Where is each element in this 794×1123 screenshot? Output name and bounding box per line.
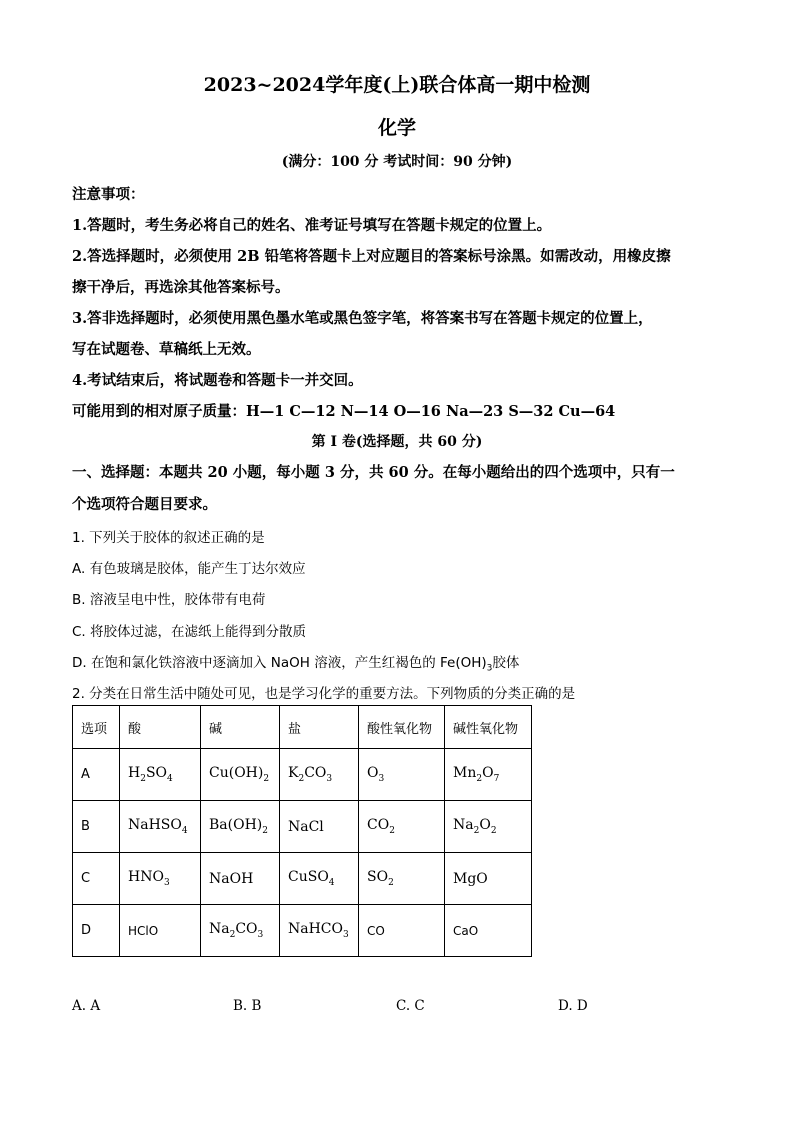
cell-acid: NaHSO$_4$ — [120, 801, 201, 853]
cell-basic-oxide: MgO — [445, 853, 532, 905]
cell-acidic-oxide: $SO_2$ — [359, 853, 445, 905]
q1-stem: 1. 下列关于胶体的叙述正确的是 — [72, 530, 265, 546]
classification-table — [72, 705, 532, 957]
cell-basic-oxide: $Na_2O_2$ — [445, 801, 532, 853]
q2-stem: 2. 分类在日常生活中随处可见，也是学习化学的重要方法。下列物质的分类正确的是 — [72, 686, 576, 702]
cell-basic-oxide: CaO — [445, 905, 532, 957]
header-acid: 酸 — [120, 706, 201, 749]
q2-answer-c: C. C — [396, 998, 425, 1014]
part1-instruction-2: 个选项符合题目要求。 — [72, 496, 217, 513]
table-row — [73, 749, 532, 801]
note-line-3-cont: 写在试题卷、草稿纸上无效。 — [72, 341, 261, 358]
note-line-2: 2.答选择题时，必须使用 2B 铅笔将答题卡上对应题目的答案标号涂黑。如需改动，用橡皮擦 — [72, 248, 671, 265]
cell-acid: $H_2SO_4$ — [120, 749, 201, 801]
cell-base: $Cu(OH)_2$ — [201, 749, 280, 801]
cell-basic-oxide: $Mn_2O_7$ — [445, 749, 532, 801]
q2-answer-b: B. B — [233, 998, 262, 1014]
cell-base: NaOH — [201, 853, 280, 905]
cell-acid: HClO — [120, 905, 201, 957]
cell-option: A — [73, 749, 120, 801]
q1-option-d — [72, 651, 519, 674]
cell-option: D — [73, 905, 120, 957]
q1-option-c: C. 将胶体过滤，在滤纸上能得到分散质 — [72, 624, 307, 640]
header-option: 选项 — [73, 706, 120, 749]
note-line-4: 4.考试结束后，将试题卷和答题卡一并交回。 — [72, 372, 363, 389]
header-base: 碱 — [201, 706, 280, 749]
header-salt: 盐 — [280, 706, 359, 749]
note-line-1: 1.答题时，考生务必将自己的姓名、准考证号填写在答题卡规定的位置上。 — [72, 217, 552, 234]
subject-title: 化学 — [377, 117, 416, 139]
cell-salt: $K_2CO_3$ — [280, 749, 359, 801]
cell-option: C — [73, 853, 120, 905]
cell-salt: NaHCO$_3$ — [280, 905, 359, 957]
part1-heading: 第 I 卷(选择题，共 60 分) — [311, 434, 483, 450]
q1-option-d-suffix: 胶体 — [492, 655, 520, 671]
table-row — [73, 801, 532, 853]
table-row — [73, 905, 532, 957]
cell-acid: $HNO_3$ — [120, 853, 201, 905]
q1-option-d-text: D. 在饱和氯化铁溶液中逐滴加入 NaOH 溶液，产生红褐色的 Fe(OH) — [72, 655, 487, 671]
q1-option-a: A. 有色玻璃是胶体，能产生丁达尔效应 — [72, 561, 306, 577]
header-basic-oxide: 碱性氧化物 — [445, 706, 532, 749]
cell-base: $Ba(OH)_2$ — [201, 801, 280, 853]
notes-heading: 注意事项： — [72, 186, 145, 203]
cell-acidic-oxide: $O_3$ — [359, 749, 445, 801]
table-header-row — [73, 706, 532, 749]
table-row — [73, 853, 532, 905]
part1-instruction-1: 一、选择题：本题共 20 小题，每小题 3 分，共 60 分。在每小题给出的四个选项中，只有一 — [72, 464, 675, 481]
atomic-masses: 可能用到的相对原子质量：H—1 C—12 N—14 O—16 Na—23 S—32 Cu—64 — [72, 403, 616, 420]
cell-option: B — [73, 801, 120, 853]
score-time-line: (满分：100 分 考试时间：90 分钟) — [281, 154, 513, 170]
cell-acidic-oxide: $CO_2$ — [359, 801, 445, 853]
q2-answer-a: A. A — [72, 998, 101, 1014]
exam-title: 2023~2024学年度(上)联合体高一期中检测 — [203, 74, 591, 96]
cell-acidic-oxide: CO — [359, 905, 445, 957]
cell-salt: CuSO$_4$ — [280, 853, 359, 905]
cell-salt: NaCl — [280, 801, 359, 853]
header-acidic-oxide: 酸性氧化物 — [359, 706, 445, 749]
q1-option-b: B. 溶液呈电中性，胶体带有电荷 — [72, 592, 266, 608]
q1-option-d-sub: 3 — [486, 663, 493, 674]
cell-base: $Na_2CO_3$ — [201, 905, 280, 957]
note-line-2-cont: 擦干净后，再选涂其他答案标号。 — [72, 279, 290, 296]
note-line-3: 3.答非选择题时，必须使用黑色墨水笔或黑色签字笔，将答案书写在答题卡规定的位置上， — [72, 310, 653, 327]
q2-answer-d: D. D — [558, 998, 588, 1014]
